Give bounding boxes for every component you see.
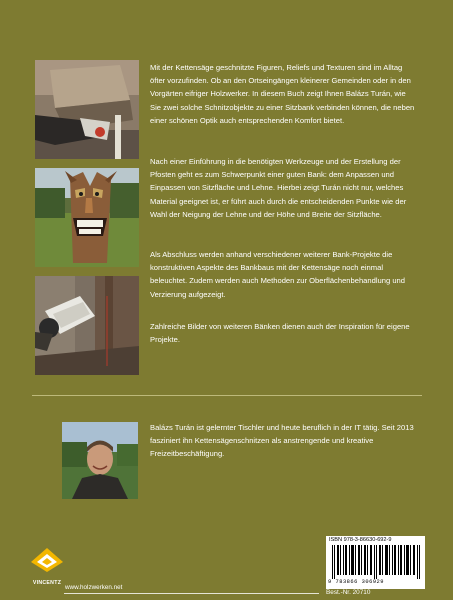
order-number: Best.-Nr. 20710 xyxy=(326,589,371,596)
description-paragraph-4: Zahlreiche Bilder von weiteren Bänken dienen auch der Inspiration für eigene Projekte. xyxy=(150,322,410,345)
vincentz-logo xyxy=(31,548,63,596)
photo-chainsaw-cutting xyxy=(35,60,139,159)
barcode-digits: 9 783866 306929 xyxy=(328,579,385,585)
description-paragraph-1: Mit der Kettensäge geschnitzte Figuren, Reliefs und Texturen sind im Alltag öfter vorzufinden. Ob an den Ortseingängen kleinerer Gemeinden oder in den Vorgärten eifriger Holzwerker. In diesem Buch zeigt Ihnen Balázs Turán, wie Sie zwei solche Schnitzobjekte zu einer Sitzbank verbinden können, die neben einer schönen Optik auch entsprechenden Komfort bietet. xyxy=(150,63,415,125)
description-paragraph-2: Nach einer Einführung in die benötigten Werkzeuge und der Erstellung der Pfosten geht es zum Schwerpunkt einer guten Bank: dem Anpassen und Einpassen von Sitzfläche und Lehne. Hierbei zeigt Turán nicht nur, welches Material geeignet ist, er führt auch durch die entscheidenden Punkte wie der Wahl der Neigung der Lehne und der Höhe und Breite der Sitzfläche. xyxy=(150,157,407,219)
footer-line xyxy=(64,593,319,594)
isbn-number: ISBN 978-3-86630-692-9 xyxy=(329,537,392,543)
publisher-logo-text: VINCENTZ xyxy=(32,580,62,586)
isbn-barcode xyxy=(326,536,425,589)
photo-angle-grinder xyxy=(35,276,139,375)
author-photo xyxy=(62,422,138,499)
photo-carved-face xyxy=(35,168,139,267)
barcode-bars xyxy=(332,545,420,579)
section-divider xyxy=(32,395,422,396)
author-bio: Balázs Turán ist gelernter Tischler und heute beruflich in der IT tätig. Seit 2013 fasziniert ihn Kettensägenschnitzen als anstrengende und kreative Freizeitbeschäftigung. xyxy=(150,423,414,459)
publisher-website-link[interactable]: www.holzwerken.net xyxy=(65,584,123,591)
description-paragraph-3: Als Abschluss werden anhand verschiedener weiterer Bank-Projekte die konstruktiven Aspekte des Bankbaus mit der Kettensäge noch einmal beleuchtet. Zudem werden auch Methoden zur Oberflächenbehandlung und Verzierung aufgezeigt. xyxy=(150,250,405,299)
